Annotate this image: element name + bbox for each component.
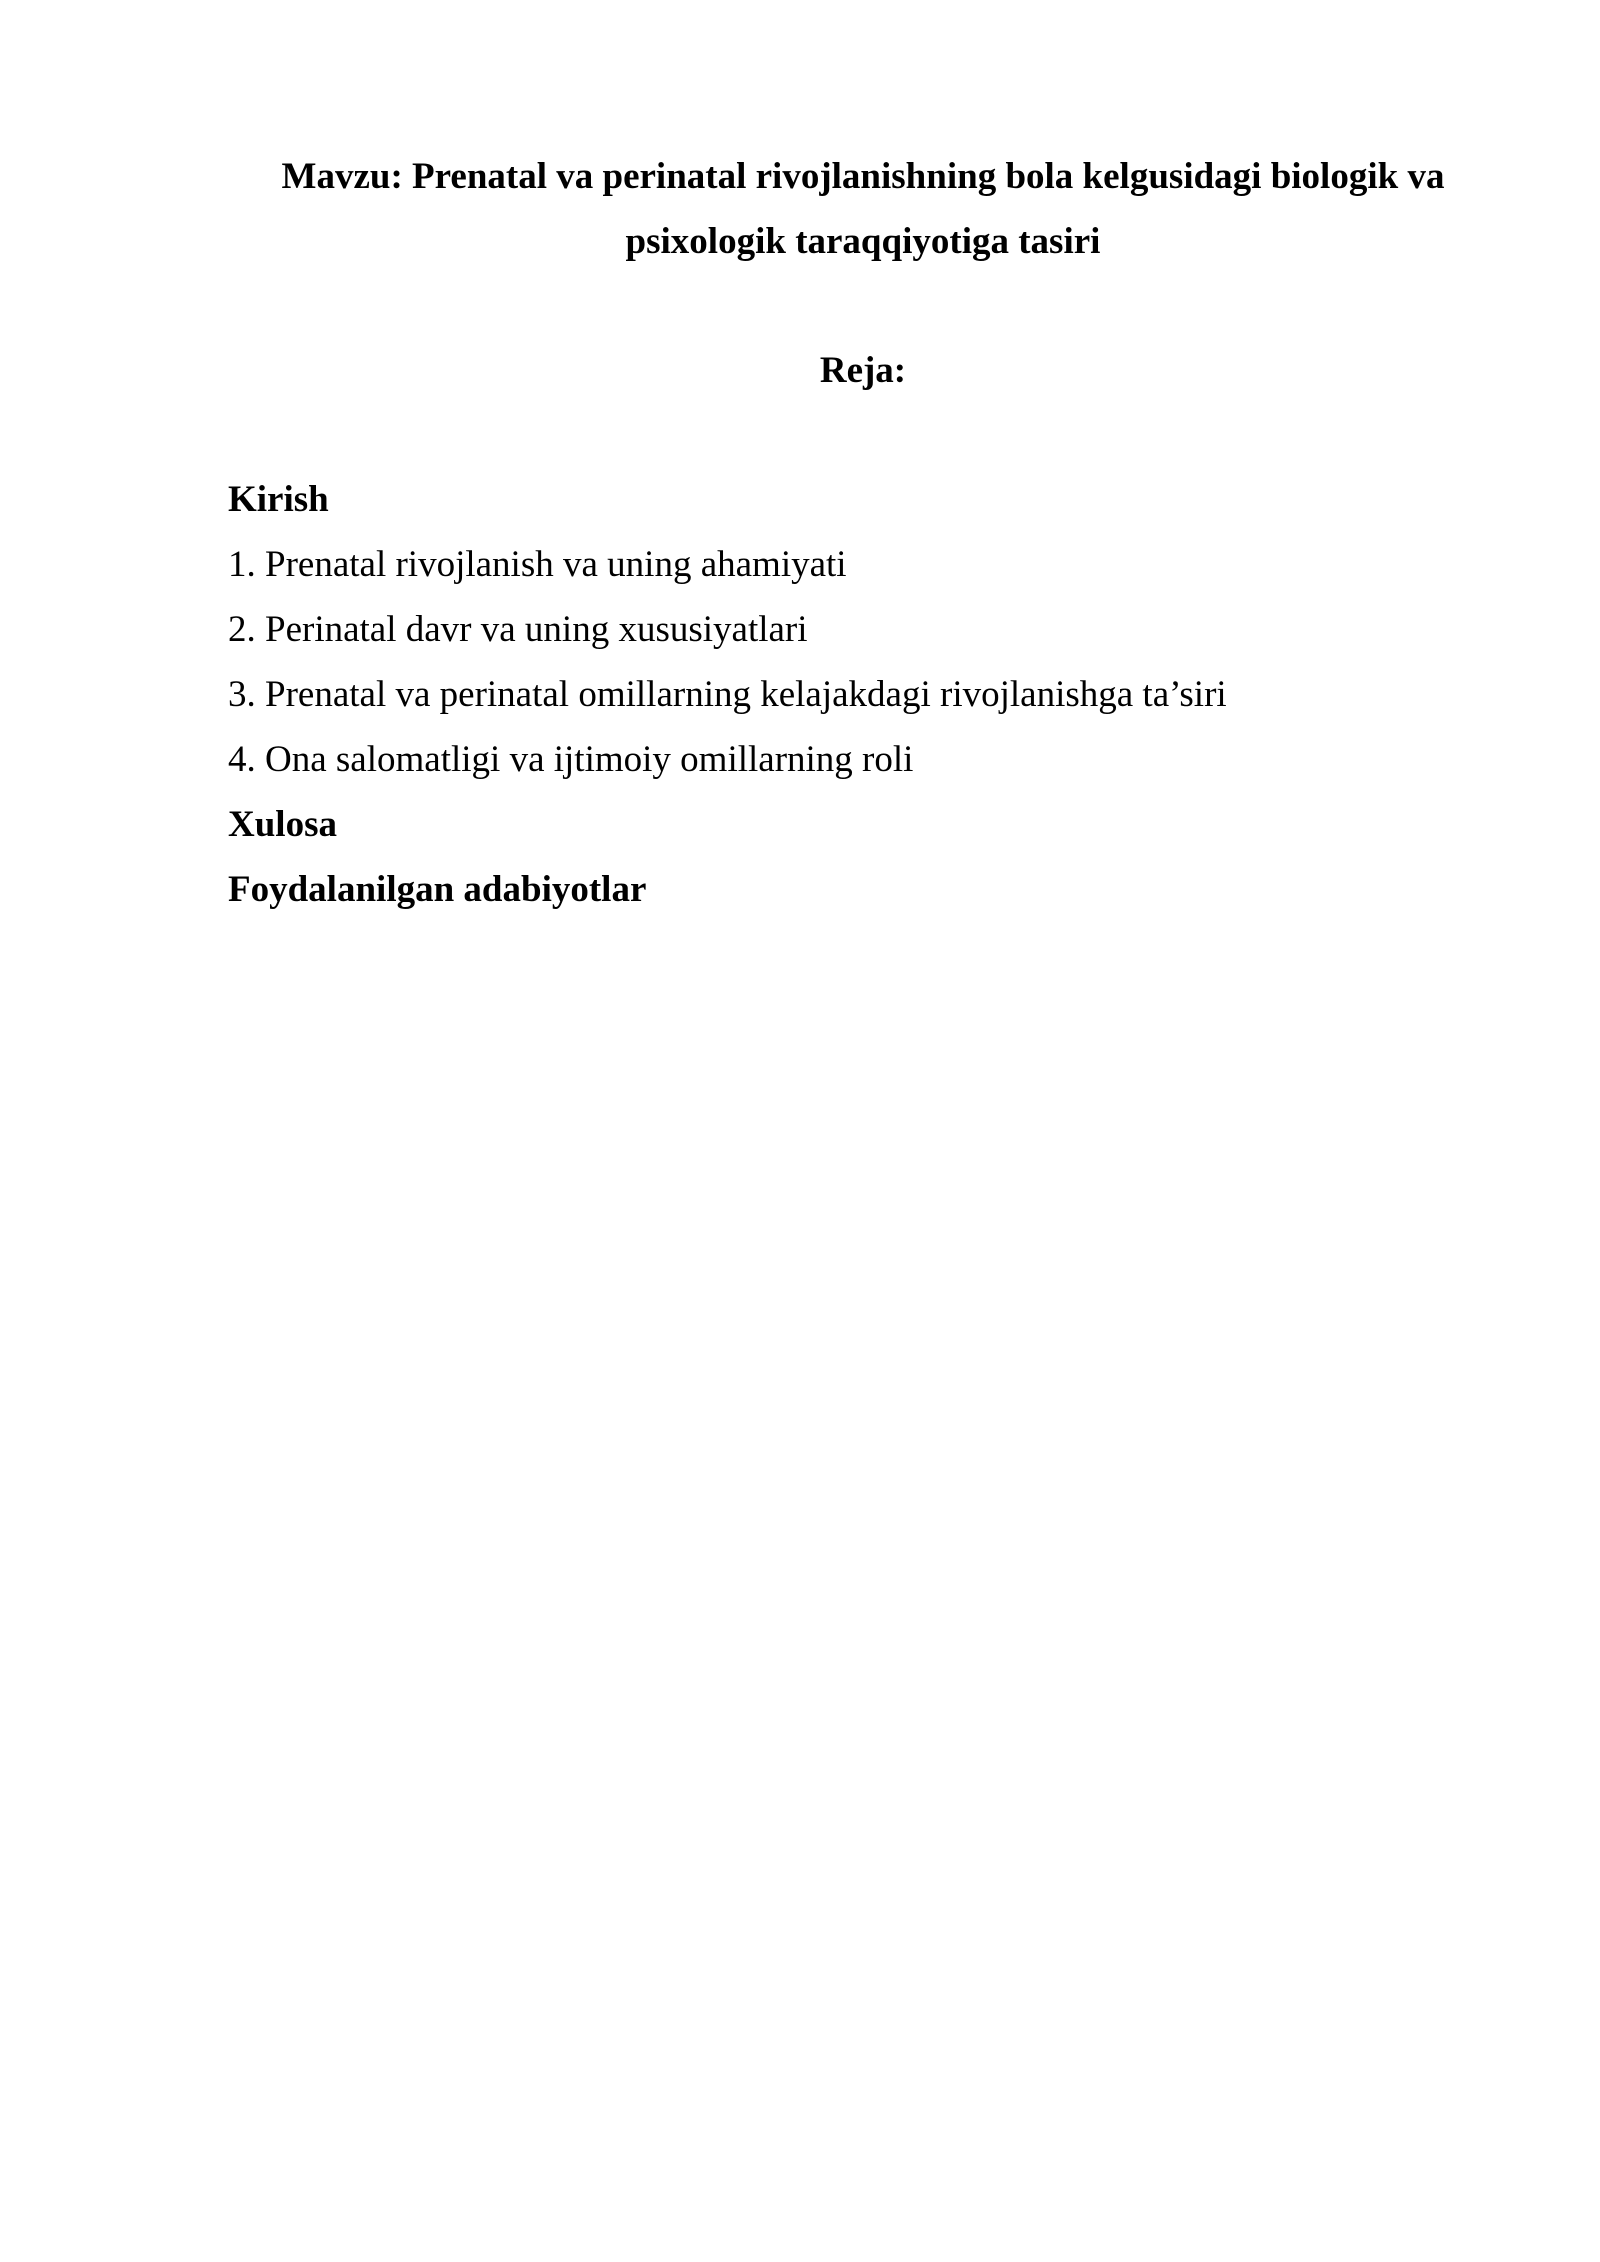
- toc-intro: Kirish: [228, 479, 329, 520]
- plan-heading: Reja:: [819, 350, 907, 391]
- title-line-2: psixologik taraqqiyotiga tasiri: [625, 221, 1101, 262]
- toc-item-4: 4. Ona salomatligi va ijtimoiy omillarning roli: [228, 739, 914, 780]
- toc-references: Foydalanilgan adabiyotlar: [228, 869, 647, 910]
- toc-item-3: 3. Prenatal va perinatal omillarning kelajakdagi rivojlanishga ta’siri: [228, 674, 1227, 715]
- document-title: [228, 144, 1498, 274]
- title-line-1: Mavzu: Prenatal va perinatal rivojlanishning bola kelgusidagi biologik va: [281, 156, 1445, 197]
- toc-conclusion: Xulosa: [228, 804, 337, 845]
- table-of-contents: [228, 467, 1498, 922]
- toc-item-1: 1. Prenatal rivojlanish va uning ahamiyati: [228, 544, 847, 585]
- toc-item-2: 2. Perinatal davr va uning xususiyatlari: [228, 609, 808, 650]
